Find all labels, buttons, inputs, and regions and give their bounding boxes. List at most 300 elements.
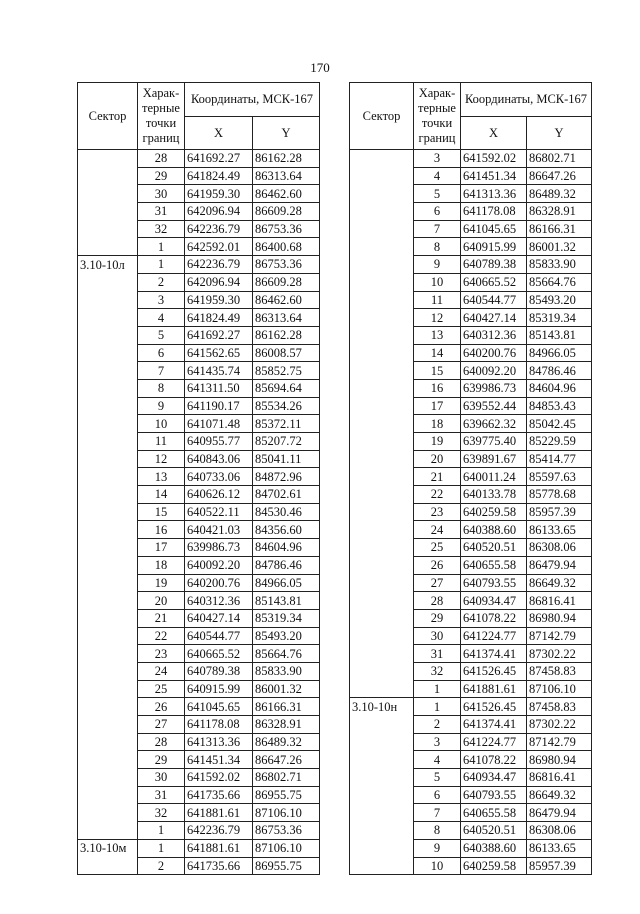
y-coordinate-cell: 86162.28	[253, 150, 320, 168]
coordinates-table-right	[349, 82, 592, 875]
sector-cell	[78, 220, 138, 238]
point-number-cell: 1	[138, 256, 185, 274]
table-row	[78, 822, 320, 840]
table-row	[350, 539, 592, 557]
x-coordinate-cell: 640733.06	[185, 468, 253, 486]
point-number-cell: 2	[414, 716, 461, 734]
header-coords: Координаты, МСК-167	[185, 83, 320, 117]
table-row	[78, 185, 320, 203]
table-row	[350, 680, 592, 698]
x-coordinate-cell: 639986.73	[185, 539, 253, 557]
sector-cell	[78, 503, 138, 521]
x-coordinate-cell: 641592.02	[461, 150, 527, 168]
x-coordinate-cell: 641692.27	[185, 150, 253, 168]
point-number-cell: 10	[414, 273, 461, 291]
sector-cell	[350, 415, 414, 433]
table-row	[78, 751, 320, 769]
sector-cell	[78, 609, 138, 627]
point-number-cell: 3	[414, 150, 461, 168]
table-row	[350, 574, 592, 592]
header-sector: Сектор	[350, 83, 414, 150]
x-coordinate-cell: 641078.22	[461, 751, 527, 769]
point-number-cell: 21	[138, 609, 185, 627]
y-coordinate-cell: 85957.39	[527, 503, 592, 521]
header-sector: Сектор	[78, 83, 138, 150]
y-coordinate-cell: 86753.36	[253, 822, 320, 840]
table-row	[350, 839, 592, 857]
sector-cell	[78, 574, 138, 592]
x-coordinate-cell: 640133.78	[461, 486, 527, 504]
sector-cell	[350, 804, 414, 822]
y-coordinate-cell: 86753.36	[253, 220, 320, 238]
y-coordinate-cell: 85414.77	[527, 450, 592, 468]
point-number-cell: 13	[138, 468, 185, 486]
y-coordinate-cell: 86649.32	[527, 574, 592, 592]
point-number-cell: 2	[138, 273, 185, 291]
point-number-cell: 8	[138, 379, 185, 397]
x-coordinate-cell: 642096.94	[185, 203, 253, 221]
sector-cell	[78, 326, 138, 344]
point-number-cell: 23	[138, 645, 185, 663]
table-row	[78, 450, 320, 468]
y-coordinate-cell: 86489.32	[253, 733, 320, 751]
sector-cell	[78, 203, 138, 221]
point-number-cell: 6	[138, 344, 185, 362]
y-coordinate-cell: 84786.46	[527, 362, 592, 380]
table-row	[350, 733, 592, 751]
point-number-cell: 1	[414, 698, 461, 716]
y-coordinate-cell: 85493.20	[253, 627, 320, 645]
point-number-cell: 31	[414, 645, 461, 663]
point-number-cell: 1	[138, 238, 185, 256]
y-coordinate-cell: 85534.26	[253, 397, 320, 415]
point-number-cell: 24	[138, 662, 185, 680]
point-number-cell: 6	[414, 786, 461, 804]
y-coordinate-cell: 86400.68	[253, 238, 320, 256]
table-row	[350, 291, 592, 309]
y-coordinate-cell: 86816.41	[527, 769, 592, 787]
y-coordinate-cell: 85833.90	[527, 256, 592, 274]
point-number-cell: 12	[414, 309, 461, 327]
y-coordinate-cell: 87106.10	[527, 680, 592, 698]
x-coordinate-cell: 641311.50	[185, 379, 253, 397]
table-row	[78, 698, 320, 716]
y-coordinate-cell: 86166.31	[527, 220, 592, 238]
y-coordinate-cell: 86489.32	[527, 185, 592, 203]
x-coordinate-cell: 641451.34	[185, 751, 253, 769]
y-coordinate-cell: 86328.91	[527, 203, 592, 221]
sector-cell	[350, 185, 414, 203]
sector-cell	[350, 220, 414, 238]
table-row	[350, 415, 592, 433]
table-row	[78, 804, 320, 822]
table-row	[350, 592, 592, 610]
point-number-cell: 26	[138, 698, 185, 716]
table-row	[78, 326, 320, 344]
table-row	[78, 839, 320, 857]
point-number-cell: 11	[138, 433, 185, 451]
x-coordinate-cell: 641045.65	[185, 698, 253, 716]
sector-cell	[78, 539, 138, 557]
sector-cell	[78, 733, 138, 751]
x-coordinate-cell: 641526.45	[461, 662, 527, 680]
sector-cell	[78, 645, 138, 663]
table-row	[350, 273, 592, 291]
x-coordinate-cell: 640427.14	[461, 309, 527, 327]
table-row	[350, 822, 592, 840]
y-coordinate-cell: 85041.11	[253, 450, 320, 468]
table-row	[350, 521, 592, 539]
point-number-cell: 1	[138, 839, 185, 857]
x-coordinate-cell: 640793.55	[461, 786, 527, 804]
point-number-cell: 29	[138, 167, 185, 185]
x-coordinate-cell: 641435.74	[185, 362, 253, 380]
table-row	[350, 220, 592, 238]
y-coordinate-cell: 86313.64	[253, 309, 320, 327]
table-row	[78, 291, 320, 309]
point-number-cell: 27	[414, 574, 461, 592]
point-number-cell: 7	[138, 362, 185, 380]
table-row	[78, 238, 320, 256]
point-number-cell: 2	[138, 857, 185, 875]
table-row	[78, 167, 320, 185]
point-number-cell: 22	[138, 627, 185, 645]
point-number-cell: 8	[414, 822, 461, 840]
x-coordinate-cell: 642236.79	[185, 822, 253, 840]
sector-cell	[350, 167, 414, 185]
y-coordinate-cell: 84604.96	[527, 379, 592, 397]
table-row	[78, 362, 320, 380]
point-number-cell: 10	[414, 857, 461, 875]
y-coordinate-cell: 85493.20	[527, 291, 592, 309]
table-row	[78, 857, 320, 875]
table-row	[78, 662, 320, 680]
sector-cell	[350, 203, 414, 221]
table-row	[350, 238, 592, 256]
table-row	[350, 627, 592, 645]
table-row	[78, 220, 320, 238]
x-coordinate-cell: 640915.99	[185, 680, 253, 698]
table-right-body	[350, 150, 592, 875]
table-row	[350, 503, 592, 521]
y-coordinate-cell: 86328.91	[253, 716, 320, 734]
sector-cell	[350, 521, 414, 539]
x-coordinate-cell: 640092.20	[185, 556, 253, 574]
x-coordinate-cell: 641735.66	[185, 786, 253, 804]
table-row	[350, 326, 592, 344]
x-coordinate-cell: 641824.49	[185, 309, 253, 327]
sector-cell	[350, 645, 414, 663]
point-number-cell: 16	[138, 521, 185, 539]
sector-cell	[350, 716, 414, 734]
table-row	[350, 203, 592, 221]
sector-cell	[78, 309, 138, 327]
y-coordinate-cell: 87106.10	[253, 839, 320, 857]
sector-cell	[350, 309, 414, 327]
sector-cell	[78, 627, 138, 645]
sector-cell	[78, 150, 138, 168]
table-row	[78, 716, 320, 734]
table-row	[350, 450, 592, 468]
sector-cell	[350, 486, 414, 504]
x-coordinate-cell: 640655.58	[461, 556, 527, 574]
table-row	[350, 769, 592, 787]
x-coordinate-cell: 640934.47	[461, 769, 527, 787]
x-coordinate-cell: 640259.58	[461, 857, 527, 875]
x-coordinate-cell: 639986.73	[461, 379, 527, 397]
sector-cell	[350, 786, 414, 804]
x-coordinate-cell: 641592.02	[185, 769, 253, 787]
y-coordinate-cell: 87302.22	[527, 645, 592, 663]
table-row	[78, 344, 320, 362]
sector-cell	[78, 433, 138, 451]
y-coordinate-cell: 85319.34	[253, 609, 320, 627]
table-row	[350, 185, 592, 203]
sector-cell	[78, 397, 138, 415]
x-coordinate-cell: 641881.61	[185, 804, 253, 822]
x-coordinate-cell: 641451.34	[461, 167, 527, 185]
x-coordinate-cell: 640421.03	[185, 521, 253, 539]
point-number-cell: 17	[138, 539, 185, 557]
y-coordinate-cell: 84530.46	[253, 503, 320, 521]
point-number-cell: 21	[414, 468, 461, 486]
table-row	[350, 150, 592, 168]
y-coordinate-cell: 85319.34	[527, 309, 592, 327]
sector-cell	[78, 857, 138, 875]
y-coordinate-cell: 84604.96	[253, 539, 320, 557]
x-coordinate-cell: 639552.44	[461, 397, 527, 415]
table-row	[350, 751, 592, 769]
sector-cell	[78, 769, 138, 787]
point-number-cell: 9	[138, 397, 185, 415]
table-row	[78, 415, 320, 433]
sector-cell	[350, 379, 414, 397]
y-coordinate-cell: 86479.94	[527, 556, 592, 574]
y-coordinate-cell: 85694.64	[253, 379, 320, 397]
y-coordinate-cell: 86313.64	[253, 167, 320, 185]
table-row	[350, 556, 592, 574]
x-coordinate-cell: 640789.38	[461, 256, 527, 274]
sector-cell	[78, 751, 138, 769]
table-row	[350, 256, 592, 274]
point-number-cell: 24	[414, 521, 461, 539]
point-number-cell: 15	[138, 503, 185, 521]
x-coordinate-cell: 642096.94	[185, 273, 253, 291]
x-coordinate-cell: 641881.61	[185, 839, 253, 857]
x-coordinate-cell: 640665.52	[461, 273, 527, 291]
point-number-cell: 18	[414, 415, 461, 433]
x-coordinate-cell: 641313.36	[461, 185, 527, 203]
x-coordinate-cell: 640520.51	[461, 822, 527, 840]
point-number-cell: 31	[138, 203, 185, 221]
x-coordinate-cell: 640915.99	[461, 238, 527, 256]
y-coordinate-cell: 86308.06	[527, 822, 592, 840]
sector-cell	[350, 433, 414, 451]
y-coordinate-cell: 86802.71	[253, 769, 320, 787]
x-coordinate-cell: 640312.36	[185, 592, 253, 610]
sector-cell	[78, 486, 138, 504]
x-coordinate-cell: 640793.55	[461, 574, 527, 592]
point-number-cell: 22	[414, 486, 461, 504]
y-coordinate-cell: 86955.75	[253, 786, 320, 804]
sector-cell	[78, 238, 138, 256]
header-points: Харак-терные точки границ	[138, 83, 185, 150]
x-coordinate-cell: 641562.65	[185, 344, 253, 362]
x-coordinate-cell: 641178.08	[461, 203, 527, 221]
y-coordinate-cell: 86479.94	[527, 804, 592, 822]
table-row	[78, 503, 320, 521]
table-row	[78, 273, 320, 291]
point-number-cell: 26	[414, 556, 461, 574]
sector-cell	[350, 574, 414, 592]
sector-cell	[350, 150, 414, 168]
point-number-cell: 9	[414, 256, 461, 274]
sector-cell	[78, 804, 138, 822]
x-coordinate-cell: 640259.58	[461, 503, 527, 521]
sector-cell: 3.10-10н	[350, 698, 414, 716]
table-row	[78, 627, 320, 645]
x-coordinate-cell: 640092.20	[461, 362, 527, 380]
y-coordinate-cell: 86647.26	[253, 751, 320, 769]
table-row	[78, 786, 320, 804]
table-row	[78, 645, 320, 663]
point-number-cell: 1	[138, 822, 185, 840]
y-coordinate-cell: 86162.28	[253, 326, 320, 344]
y-coordinate-cell: 86001.32	[253, 680, 320, 698]
point-number-cell: 5	[138, 326, 185, 344]
coordinates-table-left	[77, 82, 320, 875]
sector-cell	[350, 291, 414, 309]
y-coordinate-cell: 85229.59	[527, 433, 592, 451]
table-row	[350, 468, 592, 486]
sector-cell	[350, 592, 414, 610]
point-number-cell: 29	[138, 751, 185, 769]
table-row	[350, 362, 592, 380]
y-coordinate-cell: 86955.75	[253, 857, 320, 875]
x-coordinate-cell: 641374.41	[461, 645, 527, 663]
point-number-cell: 11	[414, 291, 461, 309]
y-coordinate-cell: 84872.96	[253, 468, 320, 486]
table-row	[350, 309, 592, 327]
x-coordinate-cell: 641078.22	[461, 609, 527, 627]
y-coordinate-cell: 85207.72	[253, 433, 320, 451]
point-number-cell: 14	[138, 486, 185, 504]
header-coords: Координаты, МСК-167	[461, 83, 592, 117]
point-number-cell: 28	[138, 733, 185, 751]
table-row	[78, 521, 320, 539]
sector-cell	[78, 468, 138, 486]
sector-cell	[350, 839, 414, 857]
y-coordinate-cell: 86001.32	[527, 238, 592, 256]
table-row	[350, 786, 592, 804]
x-coordinate-cell: 640665.52	[185, 645, 253, 663]
x-coordinate-cell: 639662.32	[461, 415, 527, 433]
x-coordinate-cell: 641071.48	[185, 415, 253, 433]
point-number-cell: 12	[138, 450, 185, 468]
point-number-cell: 28	[414, 592, 461, 610]
y-coordinate-cell: 86609.28	[253, 203, 320, 221]
y-coordinate-cell: 85664.76	[253, 645, 320, 663]
table-row	[78, 486, 320, 504]
point-number-cell: 10	[138, 415, 185, 433]
y-coordinate-cell: 86462.60	[253, 185, 320, 203]
point-number-cell: 3	[414, 733, 461, 751]
point-number-cell: 3	[138, 291, 185, 309]
x-coordinate-cell: 640934.47	[461, 592, 527, 610]
x-coordinate-cell: 641178.08	[185, 716, 253, 734]
x-coordinate-cell: 641692.27	[185, 326, 253, 344]
x-coordinate-cell: 641824.49	[185, 167, 253, 185]
y-coordinate-cell: 86133.65	[527, 839, 592, 857]
sector-cell	[350, 539, 414, 557]
sector-cell	[78, 822, 138, 840]
sector-cell	[350, 450, 414, 468]
sector-cell	[78, 698, 138, 716]
x-coordinate-cell: 641881.61	[461, 680, 527, 698]
sector-cell	[350, 238, 414, 256]
point-number-cell: 6	[414, 203, 461, 221]
y-coordinate-cell: 85597.63	[527, 468, 592, 486]
sector-cell: 3.10-10л	[78, 256, 138, 274]
sector-cell	[350, 503, 414, 521]
sector-cell	[78, 662, 138, 680]
sector-cell	[350, 751, 414, 769]
y-coordinate-cell: 85664.76	[527, 273, 592, 291]
x-coordinate-cell: 641959.30	[185, 291, 253, 309]
x-coordinate-cell: 641224.77	[461, 627, 527, 645]
y-coordinate-cell: 87106.10	[253, 804, 320, 822]
y-coordinate-cell: 86308.06	[527, 539, 592, 557]
table-row	[350, 167, 592, 185]
y-coordinate-cell: 86647.26	[527, 167, 592, 185]
x-coordinate-cell: 640544.77	[461, 291, 527, 309]
sector-cell	[350, 609, 414, 627]
y-coordinate-cell: 85833.90	[253, 662, 320, 680]
sector-cell	[78, 415, 138, 433]
x-coordinate-cell: 640789.38	[185, 662, 253, 680]
table-row	[350, 433, 592, 451]
point-number-cell: 4	[138, 309, 185, 327]
point-number-cell: 31	[138, 786, 185, 804]
y-coordinate-cell: 85372.11	[253, 415, 320, 433]
sector-cell	[78, 362, 138, 380]
sector-cell	[350, 627, 414, 645]
sector-cell	[78, 167, 138, 185]
table-row	[78, 680, 320, 698]
y-coordinate-cell: 84786.46	[253, 556, 320, 574]
sector-cell	[78, 291, 138, 309]
x-coordinate-cell: 642236.79	[185, 256, 253, 274]
table-row	[350, 379, 592, 397]
y-coordinate-cell: 84853.43	[527, 397, 592, 415]
point-number-cell: 19	[414, 433, 461, 451]
point-number-cell: 16	[414, 379, 461, 397]
y-coordinate-cell: 86133.65	[527, 521, 592, 539]
y-coordinate-cell: 85957.39	[527, 857, 592, 875]
sector-cell	[78, 716, 138, 734]
sector-cell	[350, 822, 414, 840]
point-number-cell: 30	[138, 185, 185, 203]
y-coordinate-cell: 85778.68	[527, 486, 592, 504]
point-number-cell: 19	[138, 574, 185, 592]
x-coordinate-cell: 640427.14	[185, 609, 253, 627]
header-points: Харак-терные точки границ	[414, 83, 461, 150]
point-number-cell: 32	[414, 662, 461, 680]
table-row	[78, 733, 320, 751]
y-coordinate-cell: 87458.83	[527, 662, 592, 680]
table-row	[78, 256, 320, 274]
header-x: X	[461, 117, 527, 150]
